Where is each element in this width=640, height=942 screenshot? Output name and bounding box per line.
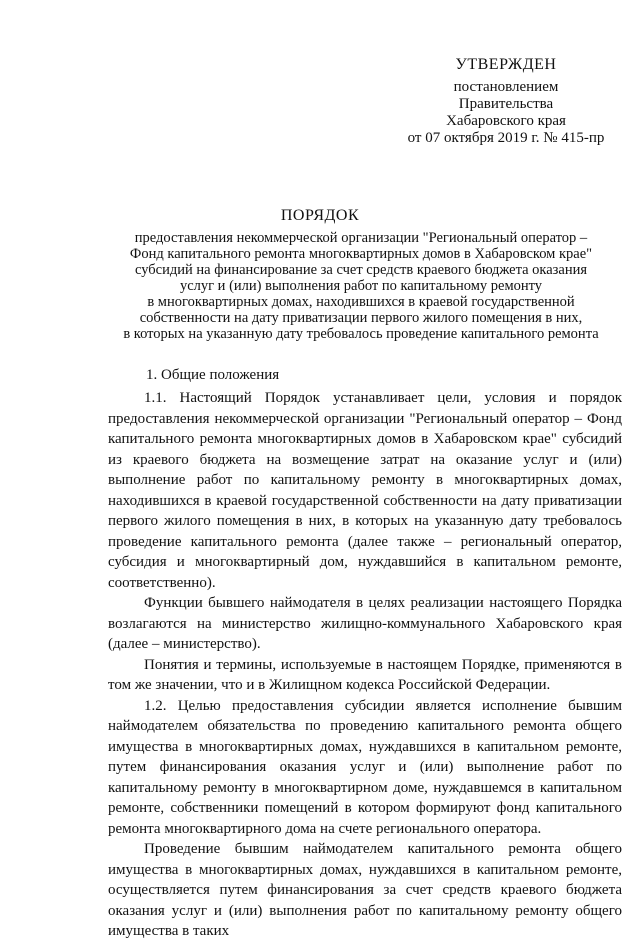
approval-line: постановлением	[453, 79, 559, 95]
approval-date: от 07 октября 2019 г. № 415-пр	[407, 130, 605, 146]
subtitle-line: предоставления некоммерческой организации "Региональный оператор –	[134, 230, 588, 246]
paragraph: Проведение бывшим наймодателем капитального ремонта общего имущества в многоквартирных домах, нуждавшихся в капитальном ремонте, осуществляется путем финансирования за счет средств краевого бюджета оказания услуг и (или) выполнения работ по капитальному ремонту общего имущества в таких	[108, 841, 622, 939]
subtitle-line: Фонд капитального ремонта многоквартирных домов в Хабаровском крае"	[129, 246, 593, 262]
document-body	[108, 388, 622, 942]
subtitle-line: в многоквартирных домах, находившихся в краевой государственной	[147, 294, 575, 310]
section-heading: 1. Общие положения	[146, 367, 280, 383]
approval-line: Хабаровского края	[446, 113, 566, 129]
document-title: ПОРЯДОК	[280, 207, 360, 224]
paragraph: 1.2. Целью предоставления субсидии является исполнение бывшим наймодателем обязательства по проведению капитального ремонта общего имущества в многоквартирных домах, нуждавшихся в капитальном ремонте, путем финансирования оказания услуг и (или) выполнение работ по капитальному ремонту в многоквартирном доме, нуждавшемся в капитальном ремонте, собственники помещений в котором формируют фонд капитального ремонта многоквартирного дома на счете регионального оператора.	[108, 697, 622, 837]
paragraph: Понятия и термины, используемые в настоящем Порядке, применяются в том же значении, что и в Жилищном кодекса Российской Федерации.	[108, 656, 622, 693]
subtitle-line: субсидий на финансирование за счет средств краевого бюджета оказания	[134, 262, 588, 278]
subtitle-line: в которых на указанную дату требовалось проведение капитального ремонта	[123, 326, 599, 342]
approval-heading: УТВЕРЖДЕН	[455, 56, 557, 73]
paragraph: Функции бывшего наймодателя в целях реализации настоящего Порядка возлагаются на министерство жилищно-коммунального Хабаровского края (далее – министерство).	[108, 595, 622, 652]
document-subtitle	[96, 230, 626, 342]
approval-line: Правительства	[458, 96, 554, 112]
approval-block	[396, 56, 616, 147]
subtitle-line: услуг и (или) выполнения работ по капитальному ремонту	[179, 278, 543, 294]
paragraph: 1.1. Настоящий Порядок устанавливает цели, условия и порядок предоставления некоммерческой организации "Региональный оператор – Фонд капитального ремонта многоквартирных домов в Хабаровском крае" субсидий из краевого бюджета на возмещение затрат на оказание услуг и (или) выполнение работ по капитальному ремонту в многоквартирных домах, находившихся в краевой государственной собственности на дату приватизации первого жилого помещения в них, в которых на указанную дату требовалось проведение капитального ремонта (далее также – региональный оператор, субсидия и многоквартирный дом, нуждавшийся в капитальном ремонте, соответственно).	[108, 390, 622, 591]
subtitle-line: собственности на дату приватизации первого жилого помещения в них,	[139, 310, 583, 326]
